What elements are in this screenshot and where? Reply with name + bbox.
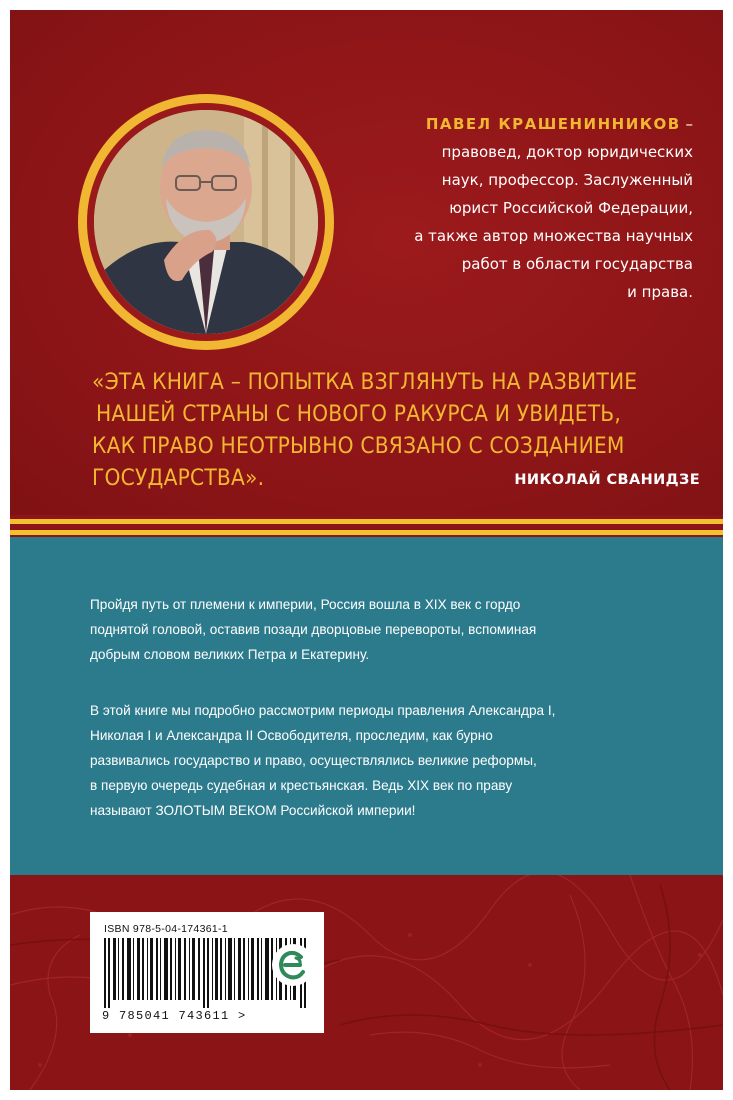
bio-line: правовед, доктор юридических [441,143,693,161]
book-back-cover [10,10,723,1090]
quote-line: НАШЕЙ СТРАНЫ С НОВОГО РАКУРСА И УВИДЕТЬ, [96,401,621,427]
description-line: развивались государство и право, осуществлялись великие реформы, [90,753,537,768]
quote-attribution: НИКОЛАЙ СВАНИДЗЕ [514,472,700,488]
gold-stripe-top [10,519,723,524]
description-line: в первую очередь судебная и крестьянская. Ведь XIX век по праву [90,778,513,793]
description-line: В этой книге мы подробно рассмотрим периоды правления Александра I, [90,703,556,718]
quote-line: КАК ПРАВО НЕОТРЫВНО СВЯЗАНО С СОЗДАНИЕМ [92,433,625,459]
author-portrait-frame [78,94,334,350]
description-line: называют ЗОЛОТЫМ ВЕКОМ Российской империи! [90,803,416,818]
bio-line: работ в области государства [461,255,693,273]
eksmo-e-logo-icon [272,944,314,986]
bio-line: наук, профессор. Заслуженный [441,171,693,189]
gold-stripe-bottom [10,530,723,535]
isbn-label: ISBN 978-5-04-174361-1 [104,923,228,935]
description-line: добрым словом великих Петра и Екатерину. [90,647,370,662]
author-portrait-photo [94,110,318,334]
description-panel [10,537,723,875]
gold-stripes [10,515,723,537]
author-portrait-image [94,110,318,334]
bio-line: а также автор множества научных [414,227,693,245]
barcode-digits: 9 785041 743611 > [102,1009,247,1023]
description-line: поднятой головой, оставив позади дворцовые перевороты, вспоминая [90,622,537,637]
quote-line: «ЭТА КНИГА – ПОПЫТКА ВЗГЛЯНУТЬ НА РАЗВИТИЕ [92,369,638,395]
bio-line: и права. [627,283,693,301]
author-name-dash: – [680,115,693,133]
description-line: Николая I и Александра II Освободителя, проследим, как бурно [90,728,493,743]
description-paragraph-1 [90,592,650,667]
bio-line: юрист Российской Федерации, [449,199,693,217]
author-bio [350,110,693,306]
quote-line: ГОСУДАРСТВА». [92,465,265,491]
description-line: Пройдя путь от племени к империи, Россия вошла в XIX век с гордо [90,597,521,612]
description-paragraph-2 [90,698,650,823]
author-name: ПАВЕЛ КРАШЕНИННИКОВ [425,115,681,133]
bio-name-line [350,110,693,138]
